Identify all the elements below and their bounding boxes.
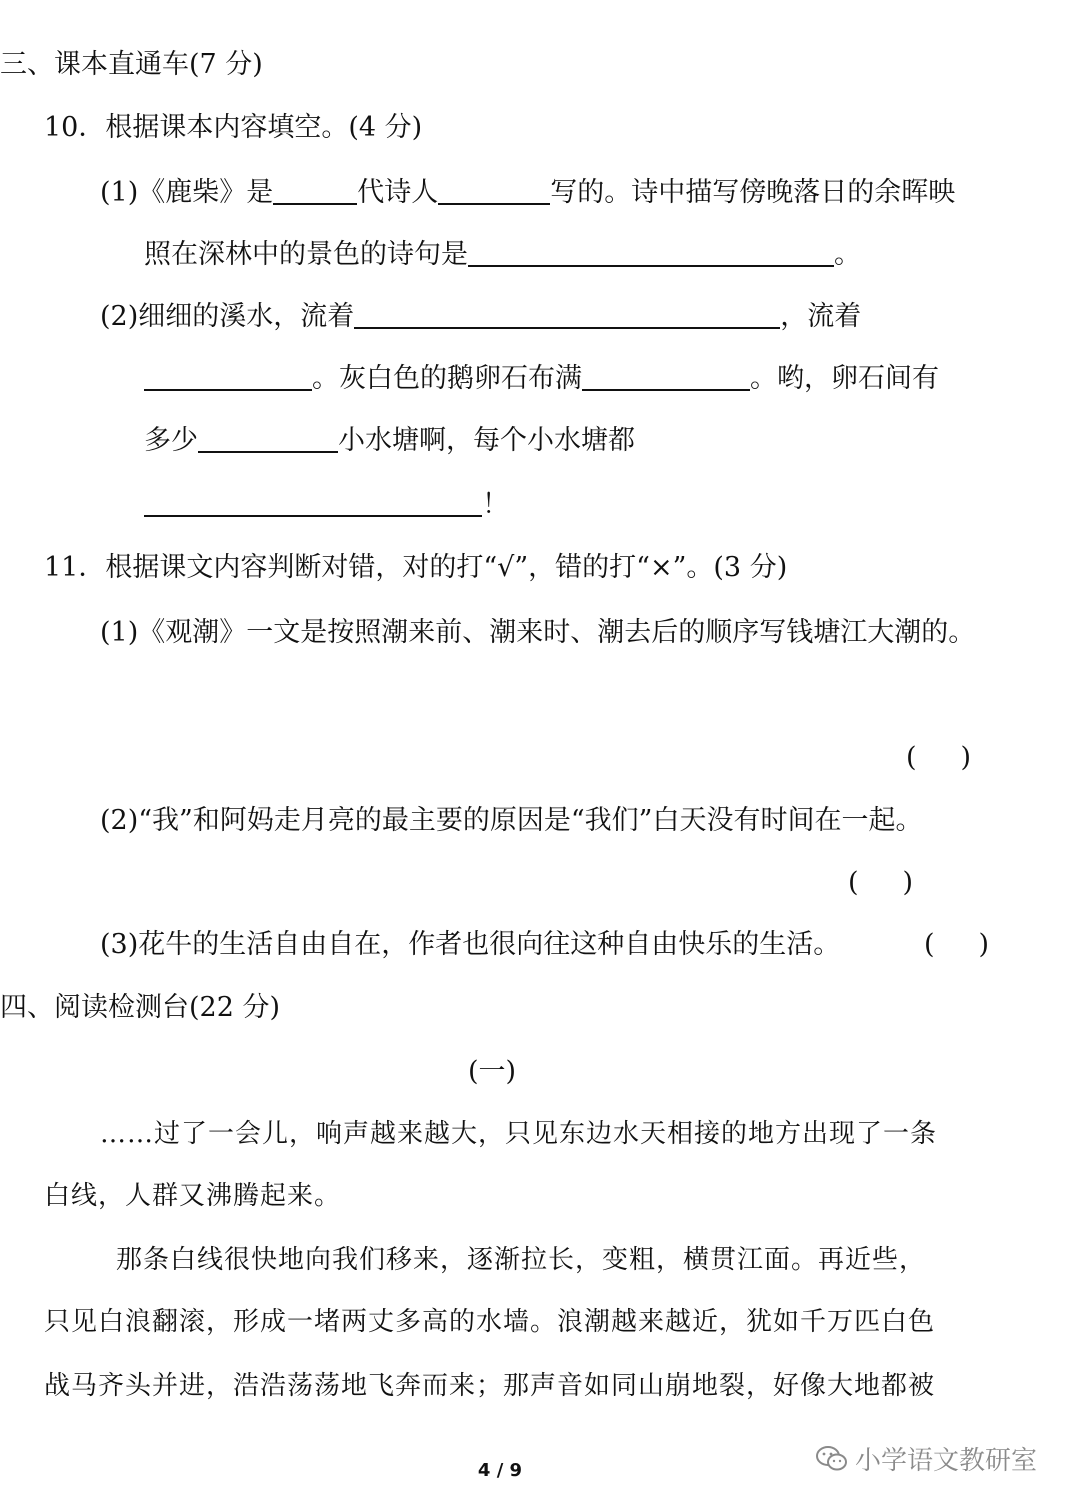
q10-text: (1)《鹿柴》是 bbox=[100, 177, 274, 208]
q10-text: 照在深林中的景色的诗句是 bbox=[144, 239, 468, 270]
blank-stream2[interactable] bbox=[144, 359, 312, 391]
q10-text: 代诗人 bbox=[357, 177, 439, 208]
q11-item3: (3)花牛的生活自由自在，作者也很向往这种自由快乐的生活。 bbox=[100, 929, 841, 960]
reading-line-2: 白线，人群又沸腾起来。 bbox=[44, 1181, 342, 1211]
q10-text: 写的。诗中描写傍晚落日的余晖映 bbox=[550, 177, 956, 208]
paren-close: ) bbox=[960, 742, 972, 773]
blank-verse[interactable] bbox=[468, 235, 834, 267]
reading-line-4: 只见白浪翻滚，形成一堵两丈多高的水墙。浪潮越来越近，犹如千万匹白色 bbox=[44, 1307, 936, 1337]
reading-part-title: (一) bbox=[468, 1056, 517, 1087]
blank-dynasty[interactable] bbox=[273, 173, 357, 205]
reading-line-3: 那条白线很快地向我们移来，逐渐拉长，变粗，横贯江面。再近些， bbox=[116, 1245, 927, 1275]
q11-stem: 11．根据课文内容判断对错，对的打“√”，错的打“×”。(3 分) bbox=[44, 552, 788, 583]
paren-open: ( bbox=[848, 867, 859, 898]
q10-stem: 10．根据课本内容填空。(4 分) bbox=[44, 112, 423, 143]
blank-pebbles[interactable] bbox=[582, 359, 750, 391]
section3-heading: 三、课本直通车(7 分) bbox=[0, 49, 263, 80]
answer-paren-3[interactable] bbox=[924, 925, 989, 965]
watermark bbox=[815, 1440, 1037, 1477]
answer-paren-2[interactable] bbox=[848, 863, 913, 903]
blank-ponds[interactable] bbox=[198, 421, 338, 453]
blank-poet[interactable] bbox=[438, 173, 550, 205]
blank-ponds-end[interactable] bbox=[144, 485, 482, 517]
paren-open: ( bbox=[906, 742, 917, 773]
q10-text: 小水塘啊，每个小水塘都 bbox=[338, 425, 635, 456]
q10-part1-line1 bbox=[100, 173, 955, 213]
q11-item2: (2)“我”和阿妈走月亮的最主要的原因是“我们”白天没有时间在一起。 bbox=[100, 805, 923, 836]
answer-paren-1[interactable] bbox=[906, 738, 971, 778]
blank-stream1[interactable] bbox=[354, 297, 780, 329]
paren-close: ) bbox=[902, 867, 914, 898]
q10-part2-line1 bbox=[100, 297, 861, 337]
reading-line-5: 战马齐头并进，浩浩荡荡地飞奔而来；那声音如同山崩地裂，好像大地都被 bbox=[44, 1371, 936, 1401]
q10-text: (2)细细的溪水，流着 bbox=[100, 301, 355, 332]
paren-open: ( bbox=[924, 929, 935, 960]
paren-close: ) bbox=[978, 929, 990, 960]
q11-item1: (1)《观潮》一文是按照潮来前、潮来时、潮去后的顺序写钱塘江大潮的。 bbox=[100, 617, 976, 648]
page-number: 4 / 9 bbox=[477, 1460, 523, 1481]
q10-part2-line4 bbox=[144, 485, 509, 525]
watermark-text: 小学语文教研室 bbox=[855, 1446, 1038, 1476]
q10-part1-line2 bbox=[144, 235, 861, 275]
q10-part2-line3 bbox=[144, 421, 635, 461]
reading-line-1: ……过了一会儿，响声越来越大，只见东边水天相接的地方出现了一条 bbox=[100, 1119, 938, 1149]
q10-text: 。哟，卵石间有 bbox=[750, 363, 939, 394]
q10-text: ！ bbox=[482, 489, 509, 520]
q10-text: 。 bbox=[834, 239, 861, 270]
section4-heading: 四、阅读检测台(22 分) bbox=[0, 992, 281, 1023]
wechat-icon bbox=[815, 1444, 849, 1474]
q10-text: ，流着 bbox=[780, 301, 862, 332]
q10-text: 。灰白色的鹅卵石布满 bbox=[312, 363, 582, 394]
q10-part2-line2 bbox=[144, 359, 939, 399]
q10-text: 多少 bbox=[144, 425, 198, 456]
